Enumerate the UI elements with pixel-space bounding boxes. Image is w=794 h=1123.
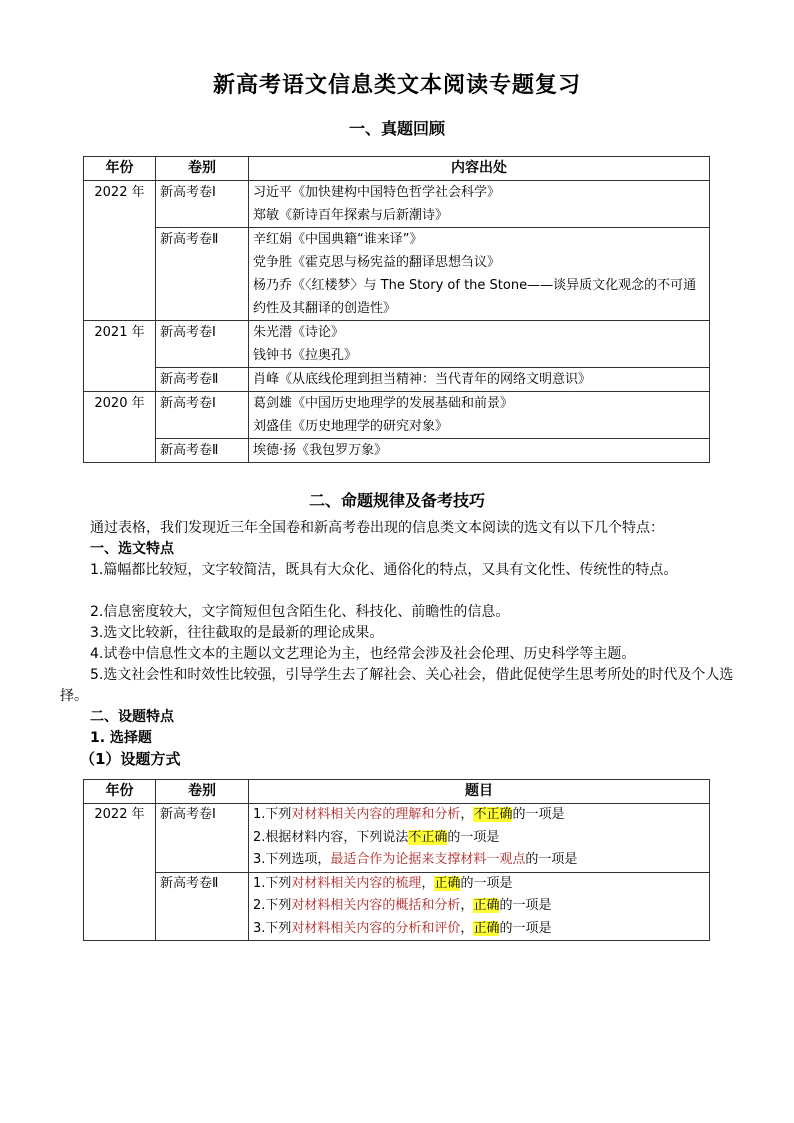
question-part-pre: 3.下列 xyxy=(253,920,292,936)
subheading-questions: 二、设题特点 xyxy=(90,709,174,725)
source-item: 党争胜《霍克思与杨宪益的翻译思想刍议》 xyxy=(253,255,501,270)
year-cell: 2022 年 xyxy=(84,181,156,321)
table-row xyxy=(84,321,710,368)
question-item xyxy=(253,873,705,896)
source-item: 郑敏《新诗百年探索与后新潮诗》 xyxy=(253,208,449,223)
year-cell: 2022 年 xyxy=(84,804,156,941)
question-part-hl: 正确 xyxy=(473,898,500,913)
source-item: 辛红娟《中国典籍“谁来译”》 xyxy=(253,232,423,247)
source-item: 肖峰《从底线伦理到担当精神：当代青年的网络文明意识》 xyxy=(253,372,592,387)
question-part-sep: ， xyxy=(460,807,474,822)
source-item: 朱光潜《诗论》 xyxy=(253,325,345,340)
point-4: 4.试卷中信息性文本的主题以文艺理论为主，也经常会涉及社会伦理、历史科学等主题。 xyxy=(90,646,636,662)
year-cell: 2020 年 xyxy=(84,392,156,463)
question-part-red: 对材料相关内容的分析和评价 xyxy=(291,920,461,936)
question-item xyxy=(253,895,705,918)
question-part-pre: 2.下列 xyxy=(253,898,292,913)
sources-table xyxy=(83,156,710,463)
source-cell xyxy=(249,321,710,368)
question-part-sep: ， xyxy=(460,898,474,913)
sources-table-body xyxy=(84,181,710,463)
point-3: 3.选文比较新，往往截取的是最新的理论成果。 xyxy=(90,625,384,641)
source-cell xyxy=(249,439,710,463)
question-item xyxy=(253,918,705,941)
source-item: 刘盛佳《历史地理学的研究对象》 xyxy=(253,419,449,434)
point-2: 2.信息密度较大，文字简短但包含陌生化、科技化、前瞻性的信息。 xyxy=(90,604,510,620)
volume-cell: 新高考卷Ⅱ xyxy=(156,228,249,321)
question-part-pre: 3.下列选项， xyxy=(253,852,331,867)
volume-cell: 新高考卷Ⅰ xyxy=(156,321,249,368)
subheading-choice: 1. 选择题 xyxy=(90,730,152,746)
subheading-selection: 一、选文特点 xyxy=(90,541,174,557)
question-part-red: 对材料相关内容的理解和分析 xyxy=(291,807,461,822)
header-volume: 卷别 xyxy=(156,157,249,181)
question-part-post: 的一项是 xyxy=(525,852,578,867)
question-part-hl: 正确 xyxy=(473,920,500,936)
header-volume: 卷别 xyxy=(156,780,249,804)
table-row xyxy=(84,368,710,392)
question-part-pre: 1.下列 xyxy=(253,875,292,891)
table-row xyxy=(84,181,710,228)
question-part-red: 对材料相关内容的梳理 xyxy=(291,875,422,891)
question-part-post: 的一项是 xyxy=(499,920,552,936)
source-cell xyxy=(249,228,710,321)
question-part-red: 最适合作为论据来支撑材料一观点 xyxy=(330,852,526,867)
question-part-post: 的一项是 xyxy=(460,875,513,891)
question-part-post: 的一项是 xyxy=(499,898,552,913)
question-item xyxy=(253,849,705,872)
question-part-hl: 不正确 xyxy=(473,807,513,822)
question-cell xyxy=(249,804,710,873)
question-part-post: 的一项是 xyxy=(447,829,500,845)
point-1: 1.篇幅都比较短，文字较简洁，既具有大众化、通俗化的特点，又具有文化性、传统性的特点。 xyxy=(90,562,678,578)
header-question: 题目 xyxy=(249,780,710,804)
volume-cell: 新高考卷Ⅰ xyxy=(156,181,249,228)
volume-cell: 新高考卷Ⅱ xyxy=(156,872,249,941)
page-title: 新高考语文信息类文本阅读专题复习 xyxy=(212,72,581,98)
source-cell xyxy=(249,392,710,439)
source-item: 习近平《加快建构中国特色哲学社会科学》 xyxy=(253,185,501,200)
header-year: 年份 xyxy=(84,157,156,181)
table-row xyxy=(84,228,710,321)
question-part-post: 的一项是 xyxy=(512,807,565,822)
subheading-method: （1）设题方式 xyxy=(80,750,181,768)
question-part-pre: 2.根据材料内容，下列说法 xyxy=(253,829,409,845)
question-part-hl: 正确 xyxy=(434,875,461,891)
source-item: 钱钟书《拉奥孔》 xyxy=(253,348,358,363)
source-item: 埃德·扬《我包罗万象》 xyxy=(253,443,388,458)
year-cell: 2021 年 xyxy=(84,321,156,392)
section-heading-review: 一、真题回顾 xyxy=(348,119,445,138)
volume-cell: 新高考卷Ⅰ xyxy=(156,804,249,873)
table-row xyxy=(84,804,710,873)
source-cell xyxy=(249,368,710,392)
question-table-body xyxy=(84,804,710,941)
question-cell xyxy=(249,872,710,941)
section-heading-patterns: 二、命题规律及备考技巧 xyxy=(308,491,485,510)
header-year: 年份 xyxy=(84,780,156,804)
table-row xyxy=(84,392,710,439)
source-item: 杨乃乔《〈红楼梦〉与 The Story of the Stone——谈异质文化观念的不可通约性及其翻译的创造性》 xyxy=(253,278,697,316)
question-item xyxy=(253,827,705,850)
point-5: 5.选文社会性和时效性比较强，引导学生去了解社会、关心社会，借此促使学生思考所处的时代及个人选择。 xyxy=(60,667,734,704)
question-part-red: 对材料相关内容的概括和分析 xyxy=(291,898,461,913)
volume-cell: 新高考卷Ⅱ xyxy=(156,368,249,392)
volume-cell: 新高考卷Ⅰ xyxy=(156,392,249,439)
intro-paragraph: 通过表格，我们发现近三年全国卷和新高考卷出现的信息类文本阅读的选文有以下几个特点： xyxy=(90,520,664,536)
question-part-pre: 1.下列 xyxy=(253,807,292,822)
question-part-sep: ， xyxy=(421,875,435,891)
source-cell xyxy=(249,181,710,228)
question-part-sep: ， xyxy=(460,920,474,936)
table-row xyxy=(84,872,710,941)
question-part-hl: 不正确 xyxy=(408,829,448,845)
source-item: 葛剑雄《中国历史地理学的发展基础和前景》 xyxy=(253,396,514,411)
volume-cell: 新高考卷Ⅱ xyxy=(156,439,249,463)
question-item xyxy=(253,804,705,827)
table-row xyxy=(84,439,710,463)
question-table xyxy=(83,779,710,941)
header-source: 内容出处 xyxy=(249,157,710,181)
